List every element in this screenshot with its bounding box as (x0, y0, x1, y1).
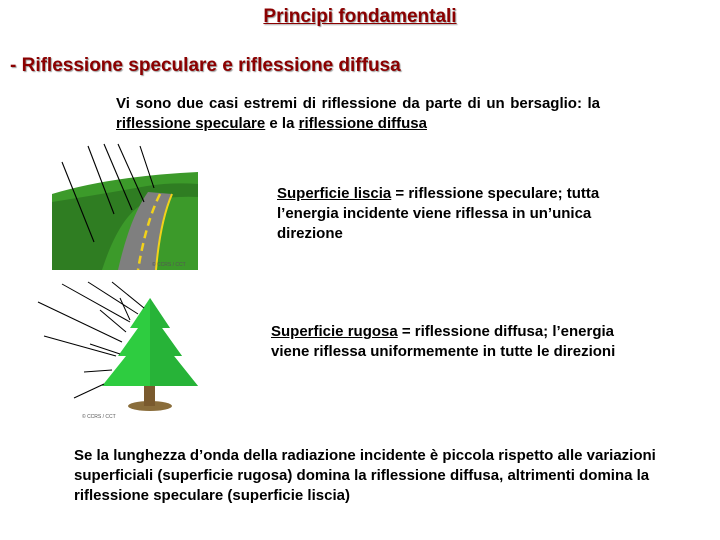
intro-text: Vi sono due casi estremi di riflessione da parte di un bersaglio: la (116, 95, 600, 112)
tree-credit: © CCRS / CCT (82, 414, 116, 420)
intro-middle: e la (265, 115, 299, 132)
rough-tree-illustration (30, 280, 212, 422)
smooth-surface-text (277, 184, 657, 244)
smooth-description: = riflessione speculare; tutta l’energia incidente viene riflessa in un’unica direzione (277, 185, 600, 242)
term-diffuse: riflessione diffusa (298, 115, 427, 132)
conclusion-paragraph: Se la lunghezza d’onda della radiazione incidente è piccola rispetto alle variazioni superficiali (superficie rugosa) domina la riflessione diffusa, altrimenti domina la riflessione speculare (superficie liscia) (74, 447, 656, 504)
road-credit: © CCRS / CCT (152, 262, 186, 268)
rough-description: = riflessione diffusa; l’energia viene riflessa uniformemente in tutte le direzioni (271, 323, 616, 360)
term-rough-surface: Superficie rugosa (271, 323, 398, 340)
term-smooth-surface: Superficie liscia (277, 185, 392, 202)
rough-surface-text (271, 322, 651, 362)
intro-paragraph (116, 94, 600, 134)
page-title: Principi fondamentali (263, 6, 457, 27)
section-subtitle: - Riflessione speculare e riflessione diffusa (10, 55, 401, 76)
smooth-road-illustration (52, 142, 198, 270)
term-specular: riflessione speculare (116, 115, 266, 132)
